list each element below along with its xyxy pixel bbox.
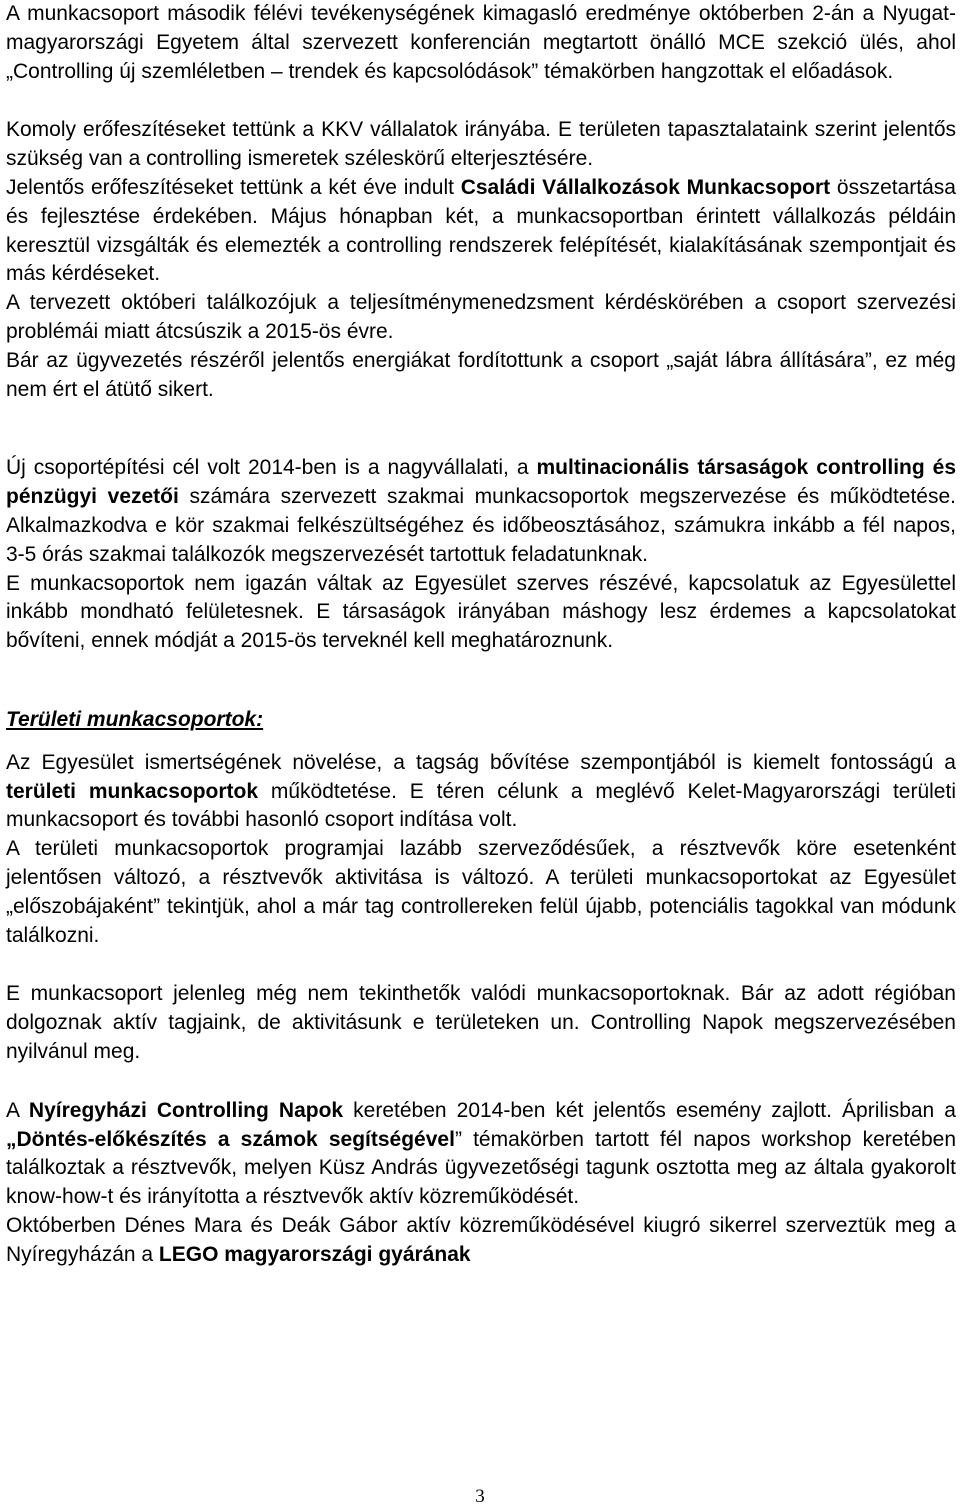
paragraph-mce-section: A munkacsoport második félévi tevékenységének kimagasló eredménye októberben 2-án a Nyugat-magyarországi Egyetem által szervezett konferencián megtartott önálló MCE szekció ülés, ahol „Controlling új szemléletben – trendek és kapcsolódások” témakörben hangzottak el előadások. bbox=[6, 2, 956, 83]
paragraph-october-meeting: A tervezett októberi találkozójuk a teljesítménymenedzsment kérdéskörében a csoport szervezési problémái miatt átcsúszik a 2015-ös évre. bbox=[6, 291, 956, 343]
paragraph-controlling-days: E munkacsoport jelenleg még nem tekinthetők valódi munkacsoportoknak. Bár az adott régióban dolgoznak aktív tagjaink, de aktivitásunk e területeken un. Controlling Napok megszervezésében nyilvánul meg. bbox=[6, 982, 956, 1063]
family-business-group-name: Családi Vállalkozások Munkacsoport bbox=[460, 175, 831, 199]
regional-groups-name: területi munkacsoportok bbox=[6, 779, 259, 803]
lego-factory-name: LEGO magyarországi gyárának bbox=[158, 1242, 471, 1266]
document-page bbox=[6, 0, 956, 1269]
paragraph-nyiregyhaza: A Nyíregyházi Controlling Napok keretében 2014-ben két jelentős esemény zajlott. Áprilisban a „Döntés-előkészítés a számok segítségével” témakörben tartott fél napos workshop keretében találkoztak a résztvevők, melyen Küsz András ügyvezetőségi tagunk osztotta meg az általa gyakorolt know-how-t és irányította a résztvevők aktív közreműködését. bbox=[6, 1098, 956, 1209]
paragraph-management: Bár az ügyvezetés részéről jelentős energiákat fordítottunk a csoport „saját lábra állítására”, ez még nem ért el átütő sikert. bbox=[6, 348, 956, 401]
multinational-groups-name: multinacionális társaságok controlling és pénzügyi vezetői bbox=[6, 456, 957, 509]
paragraph-regional-programs: A területi munkacsoportok programjai lazább szerveződésűek, a résztvevők köre esetenként jelentősen változó, a résztvevők aktivitása is változó. A területi munkacsoportokat az Egyesület „előszobájaként” tekintjük, ahol a már tag controllereken felül újabb, potenciális tagokkal van módunk találkozni. bbox=[6, 837, 956, 947]
paragraph-regional-importance: Az Egyesület ismertségének növelése, a tagság bővítése szempontjából is kiemelt fontosságú a területi munkacsoportok működtetése. E téren célunk a meglévő Kelet-Magyarországi területi munkacsoport és további hasonló csoport indítása volt. bbox=[6, 750, 956, 832]
workshop-title: „Döntés-előkészítés a számok segítségével bbox=[6, 1127, 455, 1151]
page-number: 3 bbox=[475, 1486, 485, 1507]
paragraph-october-lego: Októberben Dénes Mara és Deák Gábor aktív közreműködésével kiugró sikerrel szerveztük meg a Nyíregyházán a LEGO magyarországi gyárának bbox=[6, 1213, 956, 1266]
paragraph-kkv: Komoly erőfeszítéseket tettünk a KKV vállalatok irányába. E területen tapasztalataink szerint jelentős szükség van a controlling ismeretek széleskörű elterjesztésére. bbox=[6, 118, 956, 171]
section-heading-regional: Területi munkacsoportok: bbox=[6, 707, 264, 731]
nyiregyhaza-event-name: Nyíregyházi Controlling Napok bbox=[28, 1098, 344, 1122]
paragraph-family-business: Jelentős erőfeszítéseket tettünk a két éve indult Családi Vállalkozások Munkacsoport összetartása és fejlesztése érdekében. Május hónapban két, a munkacsoportban érintett vállalkozás példáin keresztül vizsgálták és elemezték a controlling rendszerek felépítését, kialakításának szempontjait és más kérdéseket. bbox=[6, 175, 956, 286]
paragraph-association-relation: E munkacsoportok nem igazán váltak az Egyesület szerves részévé, kapcsolatuk az Egyesülettel inkább mondható felületesnek. E társaságok irányában máshogy lesz érdemes a kapcsolatokat bővíteni, ennek módját a 2015-ös terveknél kell meghatároznunk. bbox=[6, 571, 956, 653]
paragraph-multinational: Új csoportépítési cél volt 2014-ben is a nagyvállalati, a multinacionális társaságok controlling és pénzügyi vezetői számára szervezett szakmai munkacsoportok megszervezése és működtetése. Alkalmazkodva e kör szakmai felkészültségéhez és időbeosztásához, számukra inkább a fél napos, 3-5 órás szakmai találkozók megszervezését tartottuk feladatunknak. bbox=[6, 456, 957, 566]
